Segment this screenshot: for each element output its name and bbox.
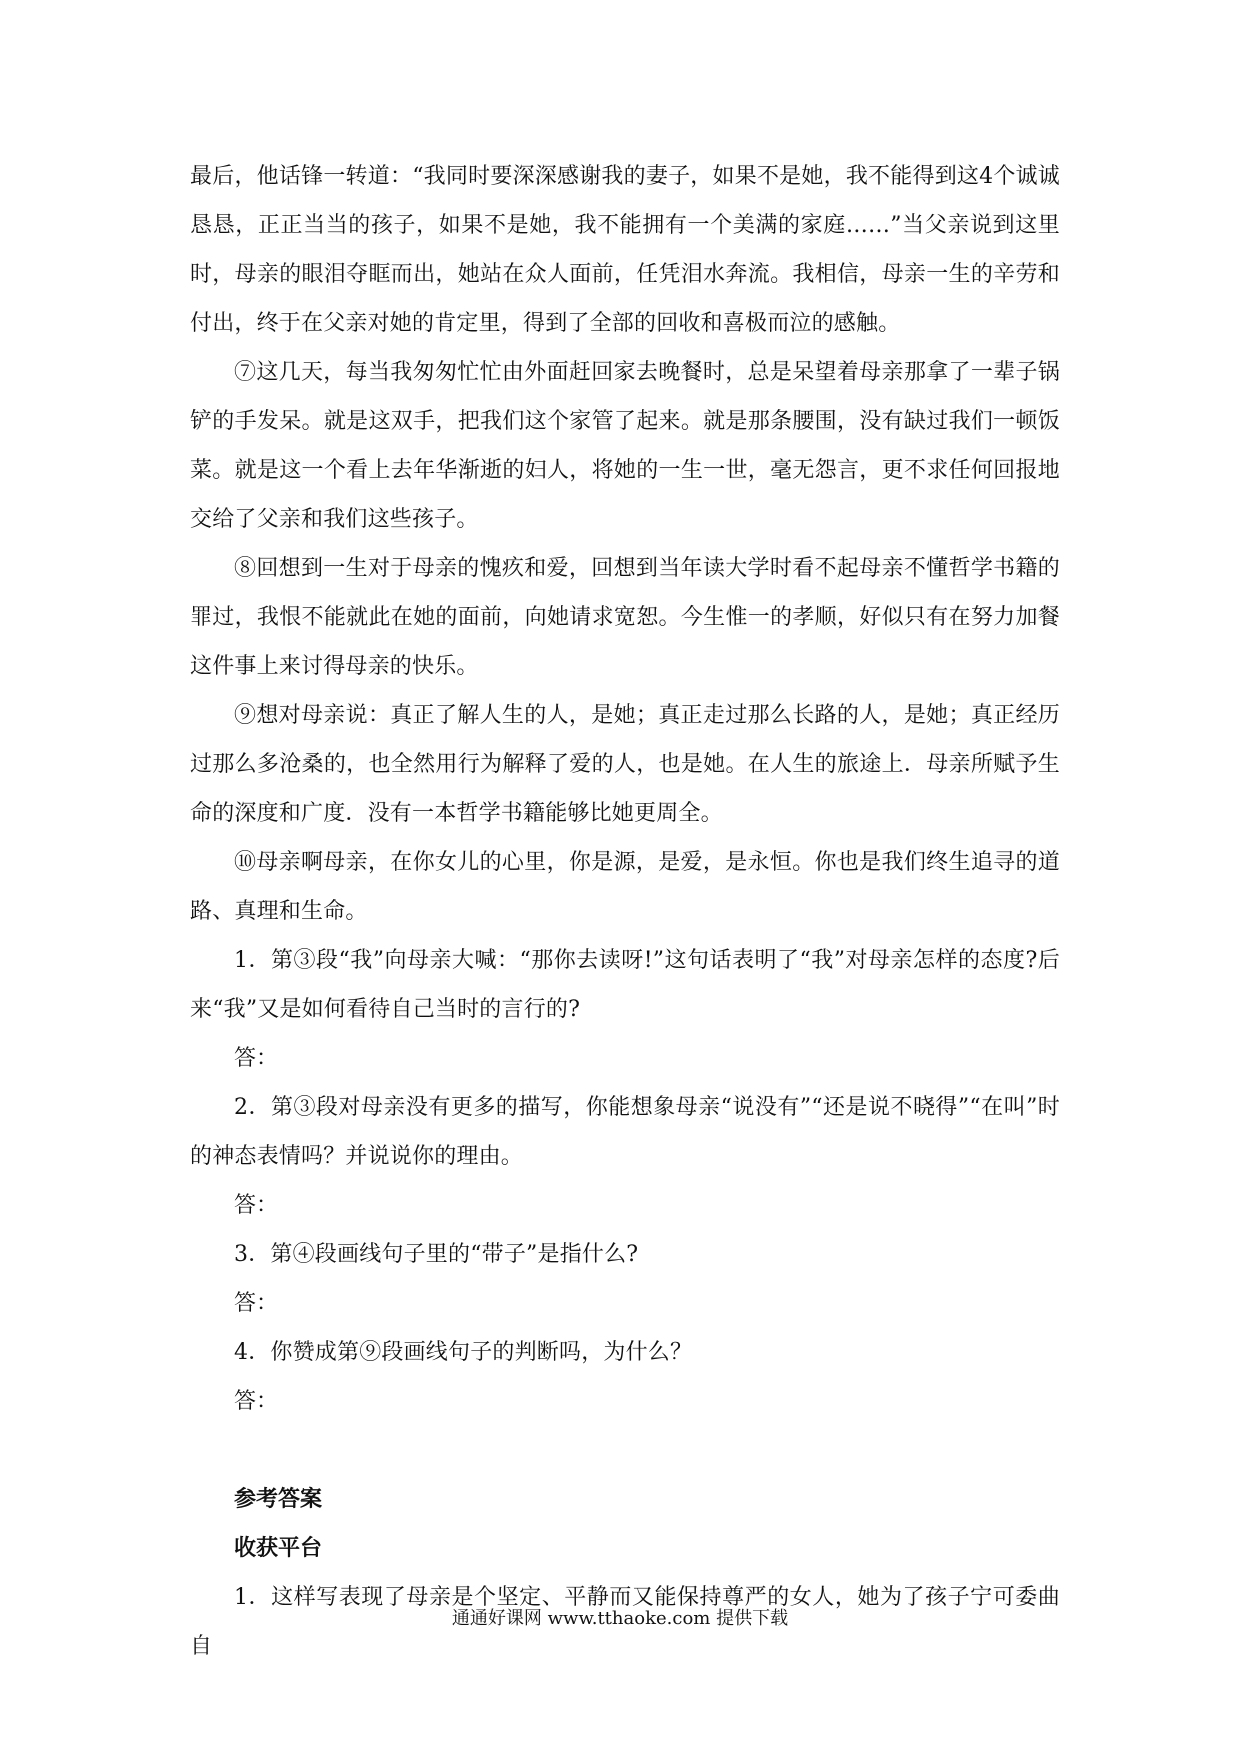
answer-2-prompt: 答： xyxy=(234,1193,279,1218)
paragraph-7: ⑦这几天，每当我匆匆忙忙由外面赶回家去晚餐时，总是呆望着母亲那拿了一辈子锅铲的手发呆。就是这双手，把我们这个家管了起来。就是那条腰围，没有缺过我们一顿饭菜。就是这一个看上去年华渐逝的妇人，将她的一生一世，毫无怨言，更不求任何回报地交给了父亲和我们这些孩子。 xyxy=(190,360,1060,532)
paragraph-10: ⑩母亲啊母亲，在你女儿的心里，你是源，是爱，是永恒。你也是我们终生追寻的道路、真理和生命。 xyxy=(190,850,1060,924)
document-body xyxy=(190,152,1060,1671)
reference-subheading: 收获平台 xyxy=(234,1536,323,1561)
question-2: 2．第③段对母亲没有更多的描写，你能想象母亲“说没有”“还是说不晓得”“在叫”时的神态表情吗？并说说你的理由。 xyxy=(190,1095,1060,1169)
answer-3-prompt: 答： xyxy=(234,1291,279,1316)
answer-4-prompt: 答： xyxy=(234,1389,279,1414)
paragraph-8: ⑧回想到一生对于母亲的愧疚和爱，回想到当年读大学时看不起母亲不懂哲学书籍的罪过，我恨不能就此在她的面前，向她请求宽恕。今生惟一的孝顺，好似只有在努力加餐这件事上来讨得母亲的快乐。 xyxy=(190,556,1060,679)
reference-answer-1: 1．这样写表现了母亲是个坚定、平静而又能保持尊严的女人，她为了孩子宁可委曲自 xyxy=(190,1585,1060,1659)
paragraph-6-end: 最后，他话锋一转道：“我同时要深深感谢我的妻子，如果不是她，我不能得到这4个诚诚恳恳，正正当当的孩子，如果不是她，我不能拥有一个美满的家庭……”当父亲说到这里时，母亲的眼泪夺眶而出，她站在众人面前，任凭泪水奔流。我相信，母亲一生的辛劳和付出，终于在父亲对她的肯定里，得到了全部的回收和喜极而泣的感触。 xyxy=(190,164,1060,336)
page-footer: 通通好课网 www.tthaoke.com 提供下载 xyxy=(451,1608,789,1629)
answer-1-prompt: 答： xyxy=(234,1046,279,1071)
question-1: 1．第③段“我”向母亲大喊：“那你去读呀!”这句话表明了“我”对母亲怎样的态度?后来“我”又是如何看待自己当时的言行的? xyxy=(190,948,1060,1022)
question-3: 3．第④段画线句子里的“带子”是指什么? xyxy=(234,1242,639,1267)
question-4: 4．你赞成第⑨段画线句子的判断吗，为什么？ xyxy=(234,1340,693,1365)
reference-heading: 参考答案 xyxy=(234,1487,323,1512)
section-spacer xyxy=(190,1426,1060,1475)
paragraph-9: ⑨想对母亲说：真正了解人生的人，是她；真正走过那么长路的人，是她；真正经历过那么多沧桑的，也全然用行为解释了爱的人，也是她。在人生的旅途上．母亲所赋予生命的深度和广度．没有一本哲学书籍能够比她更周全。 xyxy=(190,703,1060,826)
